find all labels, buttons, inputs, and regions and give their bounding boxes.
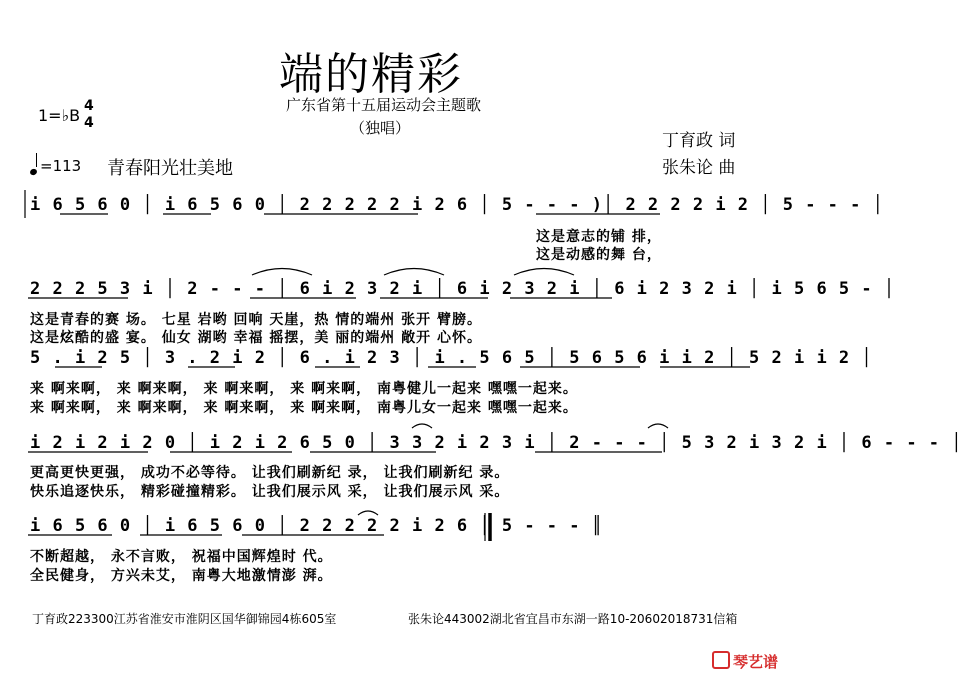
- composer-address: 张朱论443002湖北省宜昌市东湖一路10-20602018731信箱: [408, 612, 738, 626]
- lyricist-credit: 丁育政 词: [662, 131, 736, 151]
- time-numerator: 4: [84, 98, 94, 114]
- notation-line-3: 5 . i 2 5 │ 3 . 2 i 2 │ 6 . i 2 3 │ i . 5 6 5 │ 5 6 5 6 i i 2 │ 5 2 i i 2 │: [30, 348, 873, 368]
- composer-credit: 张朱论 曲: [662, 158, 736, 178]
- tempo-value: =113: [40, 157, 82, 175]
- time-denominator: 4: [84, 115, 94, 131]
- song-subtitle: 广东省第十五届运动会主题歌: [286, 96, 482, 114]
- performance-type: （独唱）: [350, 119, 411, 137]
- slur: [412, 424, 432, 428]
- notation-line-4: i 2 i 2 i 2 0 │ i 2 i 2 6 5 0 │ 3 3 2 i 2 3 i │ 2 - - - │ 5 3 2 i 3 2 i │ 6 - - - │: [30, 433, 963, 453]
- slur: [648, 424, 668, 428]
- notation-line-2: 2 2 2 5 3 i │ 2 - - - │ 6 i 2 3 2 i │ 6 i 2 3 2 i │ 6 i 2 3 2 i │ i 5 6 5 - │: [30, 279, 896, 299]
- lyric-line-2b: 这是炫酷的盛 宴。 仙女 湖哟 幸福 摇摆，美 丽的端州 敞开 心怀。: [30, 330, 482, 346]
- lyric-line-4b: 快乐追逐快乐， 精彩碰撞精彩。 让我们展示风 采， 让我们展示风 采。: [30, 484, 510, 500]
- lyric-line-5b: 全民健身， 方兴未艾， 南粤大地激情澎 湃。: [30, 568, 333, 584]
- expression-mark: 青春阳光壮美地: [107, 158, 233, 179]
- lyric-line-5a: 不断超越， 永不言败， 祝福中国辉煌时 代。: [30, 549, 333, 565]
- key-signature: 1=♭B: [38, 106, 81, 125]
- lyric-line-2a: 这是青春的赛 场。 七星 岩哟 回响 天崖，热 情的端州 张开 臂膀。: [30, 312, 482, 328]
- song-title: 端的精彩: [279, 49, 463, 100]
- lyric-line-3b: 来 啊来啊， 来 啊来啊， 来 啊来啊， 来 啊来啊， 南粤儿女一起来 嘿嘿一起来。: [30, 400, 578, 416]
- slur: [384, 269, 444, 276]
- logo-text: 琴艺谱: [733, 653, 779, 671]
- slur: [514, 269, 574, 276]
- slur: [358, 511, 378, 515]
- notation-line-5: i 6 5 6 0 │ i 6 5 6 0 │ 2 2 2 2 2 i 2 6 │ 5 - - - ║: [30, 516, 603, 536]
- notation-line-1: i 6 5 6 0 │ i 6 5 6 0 │ 2 2 2 2 2 i 2 6 │ 5 - - - )│ 2 2 2 2 i 2 │ 5 - - - │: [30, 195, 884, 215]
- lyric-line-1a: 这是意志的铺 排，: [536, 229, 662, 245]
- logo-icon: [712, 651, 730, 669]
- lyric-line-3a: 来 啊来啊， 来 啊来啊， 来 啊来啊， 来 啊来啊， 南粤健儿一起来 嘿嘿一起来。: [30, 381, 578, 397]
- slur: [252, 269, 312, 276]
- lyric-line-1b: 这是动感的舞 台，: [536, 247, 662, 263]
- site-logo: [712, 649, 778, 672]
- lyricist-address: 丁育政223300江苏省淮安市淮阴区国华御锦园4栋605室: [32, 612, 337, 626]
- lyric-line-4a: 更高更快更强， 成功不必等待。 让我们刷新纪 录， 让我们刷新纪 录。: [30, 465, 510, 481]
